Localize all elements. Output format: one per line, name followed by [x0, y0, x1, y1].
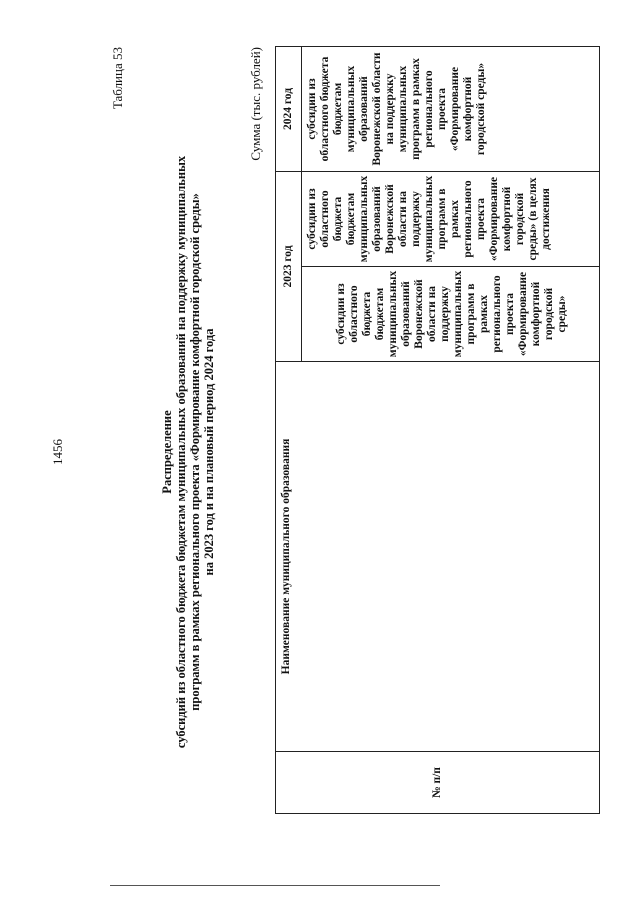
- subheader-2023-subsidy: субсидии из областного бюджета бюджетам муниципальных образований Воронежской области на поддержку муниципальных программ в рамках регионального проекта «Формирование комфортной городской среды»: [302, 267, 600, 362]
- title-line-2: субсидий из областного бюджета бюджетам муниципальных образований на поддержку муниципальных: [174, 155, 188, 749]
- document-title: [160, 152, 216, 752]
- title-line-1: Распределение: [160, 410, 174, 494]
- units-label: Сумма (тыс. рублей): [248, 47, 263, 161]
- header-number: № п/п: [276, 752, 600, 814]
- subheader-2023-subsidy-targeted: субсидии из областного бюджета бюджетам муниципальных образований Воронежской области на поддержку муниципальных программ в рамках регионального проекта «Формирование комфортной городской среды» (в целях достижения: [302, 171, 600, 266]
- page-number: 1456: [50, 439, 65, 465]
- header-year-2024: 2024 год: [276, 46, 302, 171]
- title-line-4: на 2023 год и на плановый период 2024 года: [202, 328, 216, 576]
- footer-rule: [110, 885, 440, 886]
- table-label: Таблица 53: [110, 47, 125, 110]
- distribution-table: [275, 46, 600, 814]
- header-municipality: Наименование муниципального образования: [276, 362, 600, 752]
- title-line-3: программ в рамках регионального проекта «Формирование комфортной городской среды»: [188, 193, 202, 711]
- header-year-2023: 2023 год: [276, 171, 302, 361]
- rotated-page: [40, 12, 600, 892]
- subheader-2024-subsidy: субсидии из областного бюджета бюджетам муниципальных образований Воронежской области на поддержку муниципальных программ в рамках регионального проекта «Формирование комфортной городской среды»: [302, 46, 600, 171]
